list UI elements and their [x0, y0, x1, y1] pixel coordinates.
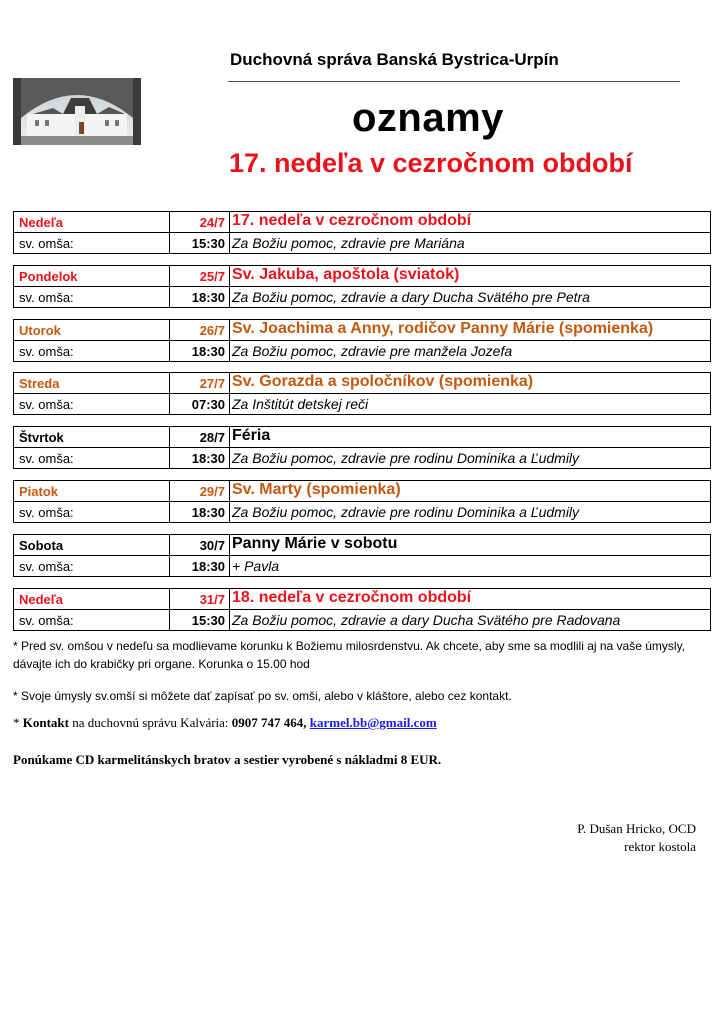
mass-intention: Za Božiu pomoc, zdravie a dary Ducha Svätého pre Petra	[232, 289, 590, 305]
mass-time: 15:30	[191, 613, 225, 628]
row-divider	[14, 555, 710, 556]
contact-sep: ,	[303, 715, 310, 730]
contact-email-link[interactable]: karmel.bb@gmail.com	[309, 715, 437, 730]
note-rosary: * Pred sv. omšou v nedeľu sa modlievame korunku k Božiemu milosrdenstvu. Ak chcete, aby sme sa modlili aj na vaše úmysly, dávajte ich do krabičky pri organe. Korunka o 15.00 hod	[13, 639, 686, 671]
row-divider	[14, 609, 710, 610]
signature-role: rektor kostola	[624, 839, 696, 854]
mass-label: sv. omša:	[19, 505, 74, 520]
schedule-day-7	[13, 588, 711, 631]
feast-title: 17. nedeľa v cezročnom období	[232, 212, 472, 229]
day-date: 30/7	[199, 538, 225, 553]
day-date: 31/7	[199, 592, 225, 607]
schedule-day-4	[13, 426, 711, 469]
mass-intention: Za Božiu pomoc, zdravie pre Mariána	[232, 235, 465, 251]
mass-intention: Za Božiu pomoc, zdravie pre rodinu Dominika a Ľudmily	[232, 450, 580, 466]
mass-time: 07:30	[191, 397, 225, 412]
page-subtitle: 17. nedeľa v cezročnom období	[229, 148, 633, 178]
church-image-icon	[13, 78, 141, 145]
signature-name: P. Dušan Hricko, OCD	[577, 821, 696, 836]
mass-label: sv. omša:	[19, 344, 74, 359]
mass-label: sv. omša:	[19, 397, 74, 412]
day-date: 27/7	[199, 376, 225, 391]
header-rule	[228, 81, 680, 82]
feast-title: Sv. Marty (spomienka)	[232, 481, 401, 498]
day-name: Nedeľa	[19, 215, 64, 230]
day-date: 25/7	[199, 269, 225, 284]
day-date: 26/7	[199, 323, 225, 338]
schedule-day-3	[13, 372, 711, 415]
mass-intention: Za Inštitút detskej reči	[232, 396, 369, 412]
day-name: Piatok	[19, 484, 59, 499]
contact-prefix: *	[13, 715, 23, 730]
mass-intention: Za Božiu pomoc, zdravie a dary Ducha Svätého pre Radovana	[232, 612, 621, 628]
feast-title: Sv. Joachima a Anny, rodičov Panny Márie (spomienka)	[232, 320, 654, 337]
day-date: 28/7	[199, 430, 225, 445]
day-name: Streda	[19, 376, 60, 391]
mass-time: 18:30	[191, 505, 225, 520]
day-date: 29/7	[199, 484, 225, 499]
mass-intention: Za Božiu pomoc, zdravie pre rodinu Dominika a Ľudmily	[232, 504, 580, 520]
row-divider	[14, 393, 710, 394]
feast-title: Féria	[232, 427, 271, 444]
feast-title: Panny Márie v sobotu	[232, 535, 398, 552]
note-intentions: * Svoje úmysly sv.omší si môžete dať zapísať po sv. omši, alebo v kláštore, alebo cez kontakt.	[13, 689, 512, 703]
day-name: Pondelok	[19, 269, 78, 284]
note-cd-offer: Ponúkame CD karmelitánskych bratov a sestier vyrobené s nákladmi 8 EUR.	[13, 752, 442, 767]
mass-intention: + Pavla	[232, 558, 280, 574]
mass-label: sv. omša:	[19, 236, 74, 251]
page-title: oznamy	[352, 96, 504, 140]
row-divider	[14, 340, 710, 341]
schedule-day-6	[13, 534, 711, 577]
mass-time: 18:30	[191, 451, 225, 466]
church-photo	[13, 78, 141, 145]
mass-time: 15:30	[191, 236, 225, 251]
day-name: Nedeľa	[19, 592, 64, 607]
mass-time: 18:30	[191, 290, 225, 305]
mass-time: 18:30	[191, 344, 225, 359]
schedule-day-2	[13, 319, 711, 362]
feast-title: Sv. Jakuba, apoštola (sviatok)	[232, 266, 460, 283]
organization-name: Duchovná správa Banská Bystrica-Urpín	[230, 50, 559, 69]
row-divider	[14, 232, 710, 233]
mass-label: sv. omša:	[19, 613, 74, 628]
schedule-day-0	[13, 211, 711, 254]
row-divider	[14, 447, 710, 448]
day-name: Štvrtok	[19, 430, 64, 445]
mass-time: 18:30	[191, 559, 225, 574]
day-date: 24/7	[199, 215, 225, 230]
day-name: Utorok	[19, 323, 61, 338]
contact-text: na duchovnú správu Kalvária:	[68, 715, 232, 730]
row-divider	[14, 501, 710, 502]
schedule-day-5	[13, 480, 711, 523]
feast-title: Sv. Gorazda a spoločníkov (spomienka)	[232, 373, 534, 390]
note-contact	[13, 714, 703, 732]
mass-label: sv. omša:	[19, 451, 74, 466]
row-divider	[14, 286, 710, 287]
contact-phone: 0907 747 464	[231, 715, 304, 730]
day-name: Sobota	[19, 538, 64, 553]
mass-label: sv. omša:	[19, 559, 74, 574]
contact-label: Kontakt	[22, 715, 69, 730]
mass-label: sv. omša:	[19, 290, 74, 305]
feast-title: 18. nedeľa v cezročnom období	[232, 589, 472, 606]
schedule-day-1	[13, 265, 711, 308]
mass-intention: Za Božiu pomoc, zdravie pre manžela Jozefa	[232, 343, 513, 359]
